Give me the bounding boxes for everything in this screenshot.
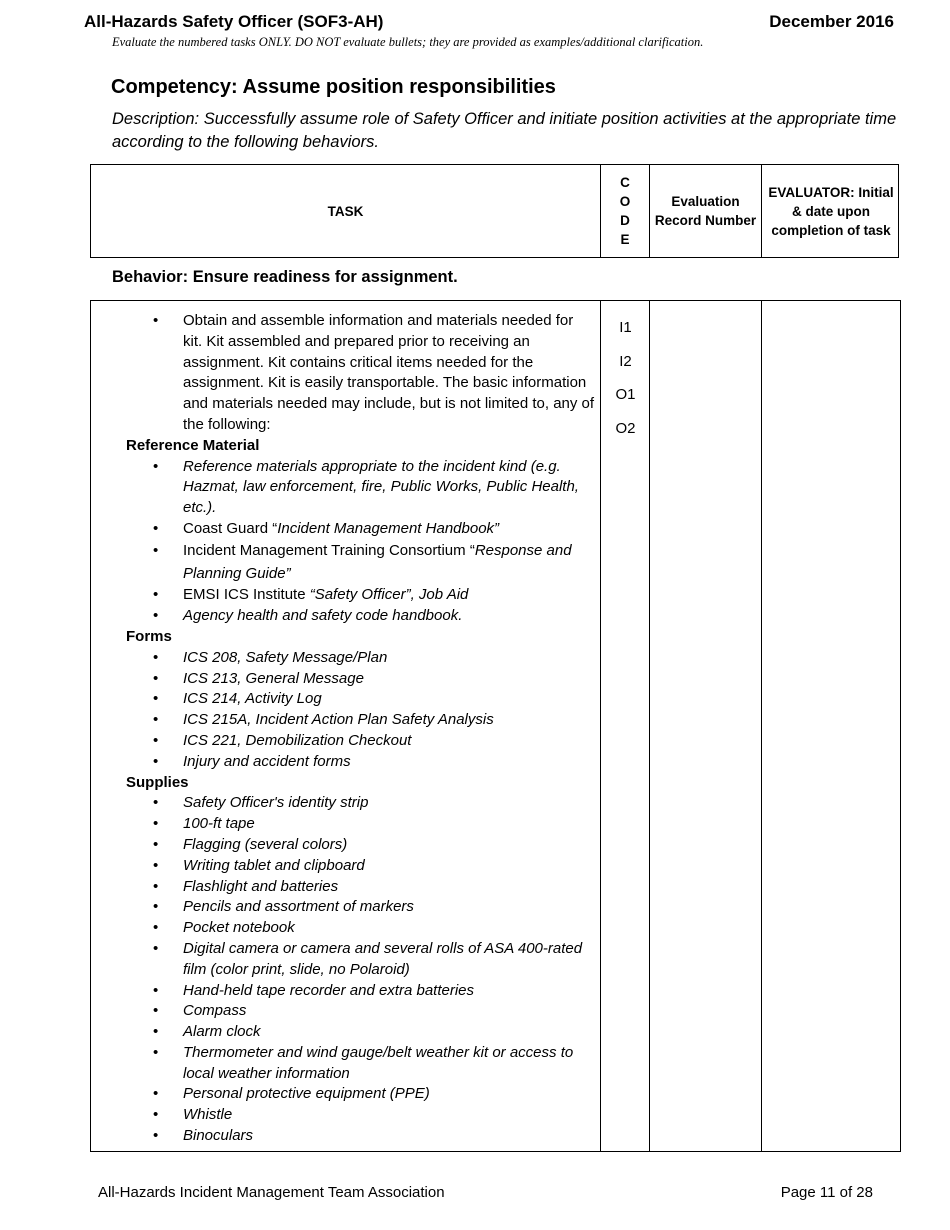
reference-item	[126, 585, 596, 606]
supply-item: • Personal protective equipment (PPE)	[126, 1084, 596, 1105]
form-item: • ICS 221, Demobilization Checkout	[126, 731, 596, 752]
supply-item: • Pencils and assortment of markers	[126, 897, 596, 918]
supply-item: • Flagging (several colors)	[126, 835, 596, 856]
behavior-heading	[112, 268, 458, 287]
footer-organization: All-Hazards Incident Management Team Association	[98, 1184, 445, 1201]
reference-item	[126, 540, 596, 586]
task-content	[126, 311, 596, 1147]
task-column-header: TASK	[91, 165, 601, 257]
supply-item: • Flashlight and batteries	[126, 877, 596, 898]
reference-item: • Agency health and safety code handbook.	[126, 606, 596, 627]
supply-item: • Alarm clock	[126, 1022, 596, 1043]
reference-item	[126, 519, 596, 540]
reference-text: Incident Management Training Consortium “	[183, 541, 475, 559]
supply-item: • Pocket notebook	[126, 918, 596, 939]
reference-item: • Reference materials appropriate to the incident kind (e.g. Hazmat, law enforcement, fire, Public Works, Public Health, etc.).	[126, 457, 596, 519]
reference-title: Incident Management Handbook”	[277, 519, 500, 537]
supply-item: • Binoculars	[126, 1126, 596, 1147]
reference-title: “Safety Officer”, Job Aid	[309, 586, 469, 604]
supply-item: • 100-ft tape	[126, 814, 596, 835]
code-letter: D	[620, 213, 630, 228]
column-divider	[600, 301, 601, 1151]
code-letter: C	[620, 175, 630, 190]
behavior-label: Behavior	[112, 268, 183, 286]
code-value: O2	[615, 419, 636, 437]
supply-item: • Digital camera or camera and several rolls of ASA 400-rated film (color print, slide, no Polaroid)	[126, 939, 596, 981]
column-divider	[761, 301, 762, 1151]
reference-title: Response and Planning Guide”	[183, 541, 572, 582]
reference-heading: Reference Material	[126, 436, 260, 454]
code-letter: E	[620, 232, 630, 247]
code-value: O1	[615, 386, 636, 403]
competency-title: Competency: Assume position responsibilities	[111, 76, 556, 98]
form-item: • ICS 213, General Message	[126, 669, 596, 690]
form-item: • Injury and accident forms	[126, 752, 596, 773]
form-item: • ICS 208, Safety Message/Plan	[126, 648, 596, 669]
column-divider	[649, 301, 650, 1151]
supply-item: • Compass	[126, 1001, 596, 1022]
evaluation-record-column-header: Evaluation Record Number	[650, 165, 762, 257]
supply-item: • Whistle	[126, 1105, 596, 1126]
task-table-body	[90, 300, 901, 1152]
supply-item: • Hand-held tape recorder and extra batteries	[126, 981, 596, 1002]
footer-page-number: Page 11 of 28	[780, 1184, 873, 1201]
supply-item: • Writing tablet and clipboard	[126, 856, 596, 877]
code-value: I2	[619, 352, 632, 370]
evaluator-column-header: EVALUATOR: Initial & date upon completion of task	[768, 184, 894, 238]
supplies-heading: Supplies	[126, 773, 189, 791]
supply-item: • Safety Officer's identity strip	[126, 793, 596, 814]
task-intro-item: • Obtain and assemble information and materials needed for kit. Kit assembled and prepared prior to receiving an assignment. Kit contains critical items needed for the assignment. Kit is easily transportable. The basic information and materials needed may include, but is not limited to, any of the following:	[126, 311, 596, 436]
competency-description: Description: Successfully assume role of Safety Officer and initiate position activities at the appropriate time according to the following behaviors.	[112, 110, 897, 151]
code-value: I1	[619, 319, 632, 336]
task-table-header	[90, 164, 899, 258]
behavior-text: : Ensure readiness for assignment.	[182, 268, 458, 286]
code-list	[602, 319, 649, 453]
forms-heading: Forms	[126, 627, 172, 645]
form-item: • ICS 214, Activity Log	[126, 689, 596, 710]
document-title: All-Hazards Safety Officer (SOF3-AH)	[84, 12, 384, 31]
reference-text: EMSI ICS Institute	[183, 586, 310, 604]
supply-item: • Thermometer and wind gauge/belt weather kit or access to local weather information	[126, 1043, 596, 1085]
reference-text: Coast Guard “	[183, 519, 278, 537]
form-item: • ICS 215A, Incident Action Plan Safety Analysis	[126, 710, 596, 731]
evaluation-instruction: Evaluate the numbered tasks ONLY. DO NOT evaluate bullets; they are provided as examples/additional clarification.	[112, 35, 704, 49]
document-date: December 2016	[769, 12, 894, 31]
code-letter: O	[619, 194, 631, 209]
code-column-header	[601, 165, 650, 257]
